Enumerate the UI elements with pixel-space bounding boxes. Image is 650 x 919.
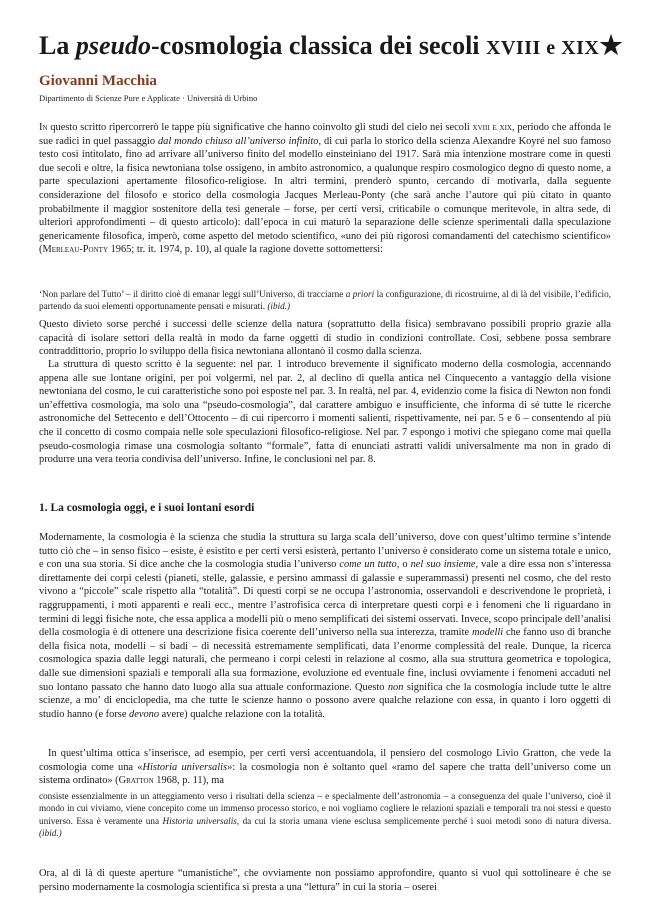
- title-footnote-star: ★: [599, 31, 623, 60]
- section-1-paragraph-2: In quest’ultima ottica s’inserisce, ad esempio, per certi versi accentuandola, il pensiero del cosmologo Livio Gratton, che vede la cosmologia come una «Historia universalis»: la cosmologia non è soltanto quel «ramo del sapere che tratta dell’universo come un sistema ordinato» (Gratton 1968, p. 11), ma: [39, 748, 611, 787]
- section-1-heading: 1. La cosmologia oggi, e i suoi lontani esordi: [39, 502, 255, 514]
- author-affiliation: Dipartimento di Scienze Pure e Applicate · Università di Urbino: [39, 93, 258, 103]
- paper-title: La pseudo-cosmologia classica dei secoli XVIII e XIX★: [39, 31, 623, 60]
- author-name: Giovanni Macchia: [39, 73, 157, 89]
- intro-paragraph-1: In questo scritto ripercorrerò le tappe più significative che hanno coinvolto gli studi del cielo nei secoli xviii e xix, periodo che affonda le sue radici in quel passaggio dal mondo chiuso all’universo infinito, di cui parla lo storico della scienza Alexandre Koyré nel suo famoso testo così intitolato, fino ad arrivare all’universo finito del modello einsteiniano del 1917. Sarà mia intenzione mostrare come in questi due secoli e oltre, la fisica newtoniana tolse ossigeno, in ambito astronomico, a qualunque respiro cosmologico degno di questo nome, a parte speculazioni apertamente filosofico-religiose. In altri termini, prenderò spunto, cercando di motivarla, dalla seguente considerazione del filosofo e storico della cosmologia Jacques Merleau-Ponty (che sarà anche l’autore qui più citato in quanto probabilmente il maggior sostenitore della tesi generale – forse, per certi versi, criticabile o comunque meritevole, in altra sede, di ulteriori approfondimenti – di questo articolo): dall’epoca in cui maturò la separazione delle scienze sperimentali dalla speculazione genericamente filosofica, imperò, come aspetto del metodo scientifico, «uno dei più rigorosi comandamenti del catechismo scientifico» (Merleau-Ponty 1965; tr. it. 1974, p. 10), al quale la ragione dovette sottomettersi:: [39, 122, 611, 256]
- intro-paragraph-3: La struttura di questo scritto è la seguente: nel par. 1 introduco brevemente il significato moderno della cosmologia, accennando appena alle sue lontane origini, per poi volgermi, nel par. 2, al declino di quella antica nel Cinquecento a vantaggio della visione newtoniana del cosmo, le cui caratteristiche sono poi esposte nel par. 3. In realtà, nel par. 4, evidenzio come la fisica di Newton non fondi un’effettiva cosmologia, ma solo una “pseudo-cosmologia”, dal carattere ambiguo e insufficiente, che informa di sé tutte le ricerche astronomiche del Settecento e dell’Ottocento – di cui ripercorro i momenti salienti, rispettivamente, nei par. 5 e 6 – consentendo al più che il concetto di cosmo compaia nelle sole speculazioni filosofico-religiose. Nel par. 7 espongo i motivi che spiegano come mai quella pseudo-cosmologia rimase una cosmologia soltanto “formale”, fatta di enunciati astratti validi universalmente ma non in grado di produrre una vera teoria condivisa dell’universo. Infine, le conclusioni nel par. 8.: [39, 359, 611, 466]
- intro-paragraph-2: Questo divieto sorse perché i successi delle scienze della natura (soprattutto della fisica) sembravano possibili proprio grazie alla capacità di isolare settori della realtà in modo da farne oggetti di studio in condizioni controllate. Così, sebbene possa sembrare contraddittorio, proprio lo sviluppo della fisica newtoniana allontanò il cosmo dalla scienza.: [39, 319, 611, 358]
- section-1-paragraph-1: Modernamente, la cosmologia è la scienza che studia la struttura su larga scala dell’universo, dove con quest’ultimo termine s’intende tutto ciò che – in senso fisico – esiste, è esistito e per certi versi esisterà, pertanto l’universo è considerato come un sistema totale e unico, e con una sua storia. Si dice anche che la cosmologia studia l’universo come un tutto, o nel suo insieme, vale a dire essa non s’interessa direttamente dei corpi celesti (pianeti, stelle, galassie, e persino ammassi di galassie e superammassi) presenti nel cosmo, che del resto vivono a “piccole” scale rispetto alla “totalità”. Di questi corpi se ne occupa l’astronomia, osservandoli e descrivendone le proprietà, i raggruppamenti, i moti apparenti e reali ecc., mentre l’astrofisica cerca di interpretare questi corpi e i fenomeni che li riguardano in termini di leggi fisiche note, che essa applica a modelli più o meno semplificati dei sistemi osservati. Invece, scopo principale dell’analisi della cosmologia è di ottenere una descrizione fisica coerente dell’universo nella sua interezza, tramite modelli che fanno uso di branche della fisica nota, modelli – si badi – di necessità estremamente semplificati, data l’enorme complessità del reale. Dunque, la ricerca cosmologica spazia dalle leggi naturali, che permeano i corpi celesti in relazione al cosmo, alla sua struttura geometrica e topologica, dalle sue dimensioni spaziali e temporali alla sua formazione, evoluzione ed eventuale fine, inclusi ovviamente i fenomeni accaduti nel suo lontano passato che hanno dato luogo alla sua attuale conformazione. Questo non significa che la cosmologia include tutte le altre scienze, a mo’ di enciclopedia, ma che tutte le scienze hanno o possono avere qualche relazione con essa, in quanto i loro oggetti di studio hanno (e forse devono avere) qualche relazione con la totalità.: [39, 532, 611, 720]
- section-1-paragraph-3: Ora, al di là di queste aperture “umanistiche”, che ovviamente non possiamo approfondire, quanto si vuol qui sottolineare è che se persino modernamente la cosmologia scientifica si presta a una “lettura” in cui la storia – oserei: [39, 868, 611, 893]
- title-emphasis: pseudo: [75, 31, 151, 60]
- title-centuries: XVIII e XIX: [486, 37, 600, 59]
- block-quote-1: ‘Non parlare del Tutto’ – il diritto cioè di emanar leggi sull’Universo, di tracciarne a priori la configurazione, di ricostruirne, al di là del visibile, l’edificio, partendo da suoi elementi opportunamente pensati e misurati. (ibid.): [39, 289, 611, 312]
- block-quote-2: consiste essenzialmente in un atteggiamento verso i risultati della scienza – e specialmente dell’astronomia – a conseguenza del quale l’universo, cioè il mondo in cui viviamo, viene concepito come un immenso processo storico, e noi vogliamo cogliere le relazioni spaziali e temporali tra noi stessi e questo universo. Essa è veramente una Historia universalis, da cui la storia umana viene esclusa semplicemente perché i suoi metodi sono di natura diversa. (ibid.): [39, 791, 611, 839]
